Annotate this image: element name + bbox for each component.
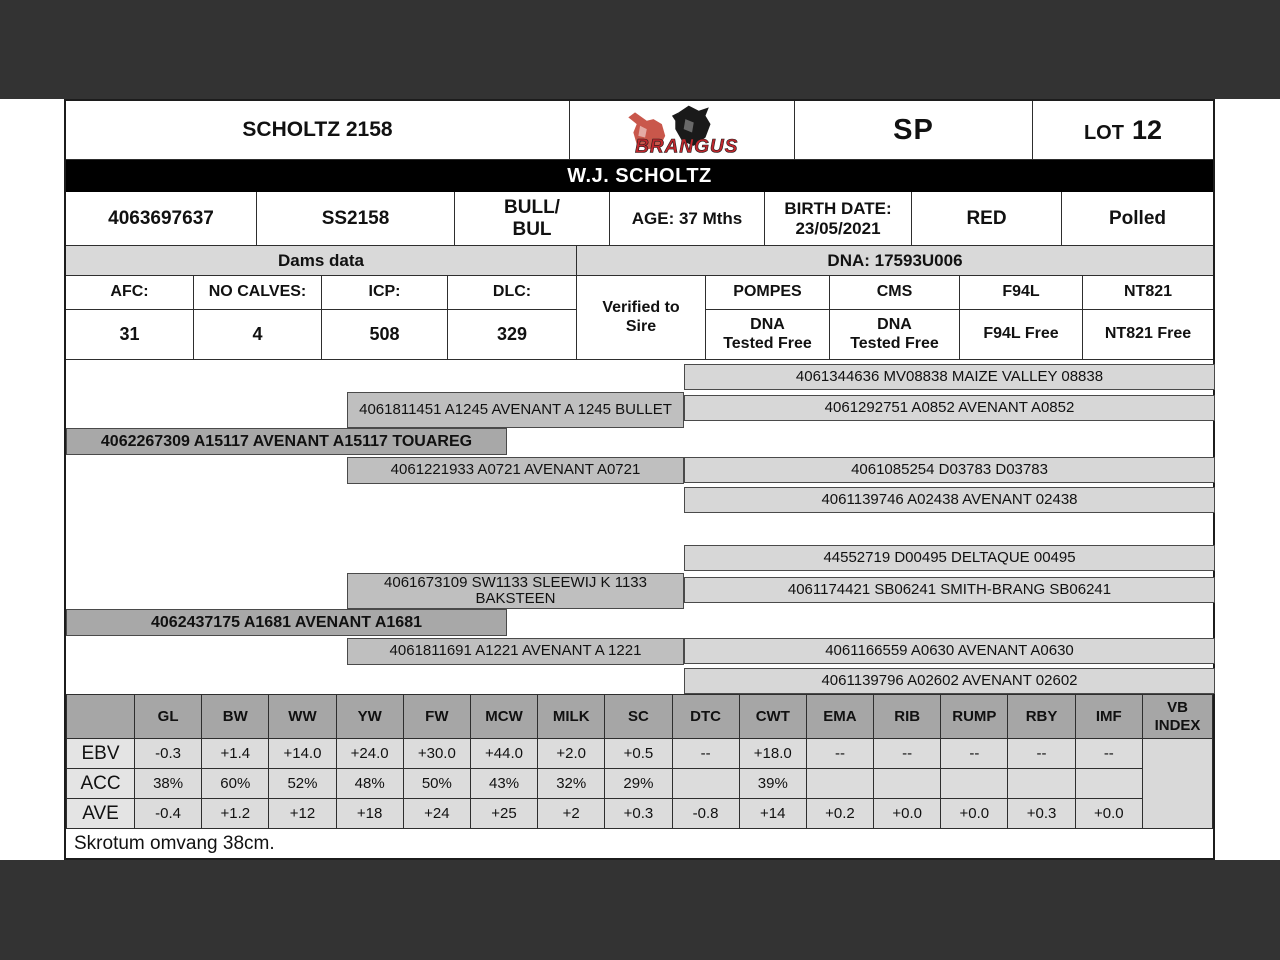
ebv-value-cell: +14: [739, 799, 806, 829]
ebv-value-cell: +14.0: [269, 739, 336, 769]
ebv-value-cell: --: [1008, 739, 1075, 769]
ebv-header-cell: DTC: [672, 695, 739, 739]
pompes-label: POMPES: [706, 276, 830, 310]
ebv-header-cell: RBY: [1008, 695, 1075, 739]
ebv-value-cell: [1075, 769, 1142, 799]
dlc-label: DLC:: [448, 276, 577, 310]
cms-value-line1: DNA: [877, 316, 912, 334]
ebv-value-cell: +12: [269, 799, 336, 829]
lot-cell: [1033, 101, 1213, 159]
ebv-row-label: ACC: [67, 769, 135, 799]
ebv-value-cell: -0.8: [672, 799, 739, 829]
ebv-value-cell: -0.4: [135, 799, 202, 829]
age-cell: AGE: 37 Mths: [610, 192, 765, 245]
ebv-header-cell: IMF: [1075, 695, 1142, 739]
lot-number: 12: [1131, 114, 1163, 145]
ebv-value-cell: +2.0: [538, 739, 605, 769]
ebv-value-cell: 38%: [135, 769, 202, 799]
icp-label: ICP:: [322, 276, 448, 310]
afc-value: 31: [66, 310, 194, 360]
bottom-frame-bar: [0, 860, 1280, 960]
verified-to-sire-cell: Verified to Sire: [577, 276, 706, 360]
ebv-header-cell: EMA: [806, 695, 873, 739]
ebv-value-cell: --: [806, 739, 873, 769]
identity-row: [66, 192, 1213, 246]
pedigree-chart: [66, 360, 1213, 694]
ebv-value-cell: +1.2: [202, 799, 269, 829]
ebv-value-cell: --: [672, 739, 739, 769]
no-calves-label: NO CALVES:: [194, 276, 322, 310]
ebv-header-cell: WW: [269, 695, 336, 739]
ebv-header-cell: GL: [135, 695, 202, 739]
ebv-value-cell: +0.5: [605, 739, 672, 769]
animal-tag: SS2158: [257, 192, 455, 245]
birth-date-cell: [765, 192, 912, 245]
no-calves-value: 4: [194, 310, 322, 360]
ebv-value-cell: [806, 769, 873, 799]
ebv-value-cell: [1008, 769, 1075, 799]
horn-status-cell: Polled: [1108, 207, 1166, 229]
ebv-value-cell: [672, 769, 739, 799]
ebv-value-cell: +1.4: [202, 739, 269, 769]
ebv-header-cell: YW: [336, 695, 403, 739]
ebv-value-cell: -0.3: [135, 739, 202, 769]
ebv-value-cell: [941, 769, 1008, 799]
pompes-value-line1: DNA: [750, 316, 785, 334]
animal-id: 4063697637: [66, 192, 257, 245]
ebv-value-cell: +0.0: [941, 799, 1008, 829]
nt821-label: NT821: [1083, 276, 1213, 310]
pedigree-box: 44552719 D00495 DELTAQUE 00495: [684, 545, 1215, 571]
ebv-value-cell: --: [941, 739, 1008, 769]
pedigree-box: 4061085254 D03783 D03783: [684, 457, 1215, 483]
ebv-value-cell: 50%: [403, 769, 470, 799]
ebv-header-cell: MCW: [470, 695, 537, 739]
dams-data-label: Dams data: [66, 246, 577, 275]
ebv-value-cell: 48%: [336, 769, 403, 799]
ebv-value-cell: --: [1075, 739, 1142, 769]
colour-cell: RED: [912, 192, 1062, 245]
dlc-value: 329: [448, 310, 577, 360]
ebv-row: [67, 739, 1213, 769]
pedigree-box: 4061221933 A0721 AVENANT A0721: [347, 457, 684, 484]
afc-label: AFC:: [66, 276, 194, 310]
vb-index-cell: [1143, 739, 1213, 829]
ebv-value-cell: +18.0: [739, 739, 806, 769]
pedigree-box: 4061673109 SW1133 SLEEWIJ K 1133 BAKSTEEN: [347, 573, 684, 609]
ebv-row-label: AVE: [67, 799, 135, 829]
nt821-value: NT821 Free: [1083, 310, 1213, 360]
dna-label: DNA: 17593U006: [577, 246, 1213, 275]
svg-text:BRANGUS: BRANGUS: [635, 136, 739, 156]
birth-date-value: 23/05/2021: [795, 218, 881, 238]
sex-line2: BUL: [512, 218, 552, 240]
ebv-value-cell: 60%: [202, 769, 269, 799]
lot-label: LOT: [1083, 121, 1124, 144]
ebv-value-cell: +2: [538, 799, 605, 829]
pedigree-box: 4061174421 SB06241 SMITH-BRANG SB06241: [684, 577, 1215, 603]
sex-line1: BULL/: [504, 196, 560, 218]
society-code: SP: [795, 101, 1033, 159]
pedigree-box: 4061166559 A0630 AVENANT A0630: [684, 638, 1215, 664]
ebv-row: [67, 769, 1213, 799]
ebv-value-cell: +0.2: [806, 799, 873, 829]
f94l-value: F94L Free: [960, 310, 1083, 360]
ebv-value-cell: 29%: [605, 769, 672, 799]
ebv-table: [66, 694, 1213, 829]
cms-value-line2: Tested Free: [850, 334, 939, 352]
pedigree-box: 4061292751 A0852 AVENANT A0852: [684, 395, 1215, 421]
dams-dna-strip: [66, 246, 1213, 276]
ebv-header-cell: VB INDEX: [1143, 695, 1213, 739]
ebv-header-cell: CWT: [739, 695, 806, 739]
pompes-value-line2: Tested Free: [723, 334, 812, 352]
breeder-bar: W.J. SCHOLTZ: [66, 160, 1213, 192]
ebv-header-cell: MILK: [538, 695, 605, 739]
ebv-value-cell: 43%: [470, 769, 537, 799]
pompes-value: [706, 310, 830, 360]
ebv-value-cell: +24.0: [336, 739, 403, 769]
ebv-header-cell: BW: [202, 695, 269, 739]
note-row: Skrotum omvang 38cm.: [74, 832, 275, 854]
ebv-row-label: EBV: [67, 739, 135, 769]
pedigree-box: 4061139746 A02438 AVENANT 02438: [684, 487, 1215, 513]
ebv-value-cell: [874, 769, 941, 799]
ebv-row: [67, 799, 1213, 829]
ebv-value-cell: +24: [403, 799, 470, 829]
ebv-corner-cell: [67, 695, 135, 739]
pedigree-box: 4061811451 A1245 AVENANT A 1245 BULLET: [347, 392, 684, 428]
brangus-logo-icon: [597, 104, 767, 156]
sex-cell: [455, 192, 610, 245]
pedigree-box: 4061139796 A02602 AVENANT 02602: [684, 668, 1215, 694]
fertility-grid: [66, 276, 1213, 360]
ebv-value-cell: --: [874, 739, 941, 769]
catalog-page: [64, 99, 1215, 860]
cms-value: [830, 310, 960, 360]
ebv-value-cell: +44.0: [470, 739, 537, 769]
pedigree-box-dam: 4062437175 A1681 AVENANT A1681: [66, 609, 507, 636]
ebv-value-cell: +0.0: [1075, 799, 1142, 829]
ebv-header-cell: FW: [403, 695, 470, 739]
birth-date-label: BIRTH DATE:: [784, 198, 892, 218]
pedigree-box-sire: 4062267309 A15117 AVENANT A15117 TOUAREG: [66, 428, 507, 455]
top-frame-bar: [0, 0, 1280, 99]
ebv-value-cell: 32%: [538, 769, 605, 799]
pedigree-box: 4061344636 MV08838 MAIZE VALLEY 08838: [684, 364, 1215, 390]
ebv-value-cell: 52%: [269, 769, 336, 799]
ebv-value-cell: +25: [470, 799, 537, 829]
ebv-value-cell: 39%: [739, 769, 806, 799]
pedigree-box: 4061811691 A1221 AVENANT A 1221: [347, 638, 684, 665]
animal-name-title: SCHOLTZ 2158: [66, 101, 570, 159]
ebv-value-cell: +0.3: [1008, 799, 1075, 829]
brangus-logo: [570, 101, 795, 159]
ebv-header-cell: SC: [605, 695, 672, 739]
ebv-header-cell: RUMP: [941, 695, 1008, 739]
ebv-value-cell: +0.0: [874, 799, 941, 829]
ebv-value-cell: +18: [336, 799, 403, 829]
ebv-value-cell: +30.0: [403, 739, 470, 769]
ebv-value-cell: +0.3: [605, 799, 672, 829]
ebv-header-cell: RIB: [874, 695, 941, 739]
f94l-label: F94L: [960, 276, 1083, 310]
header-row: [66, 101, 1213, 160]
cms-label: CMS: [830, 276, 960, 310]
icp-value: 508: [322, 310, 448, 360]
